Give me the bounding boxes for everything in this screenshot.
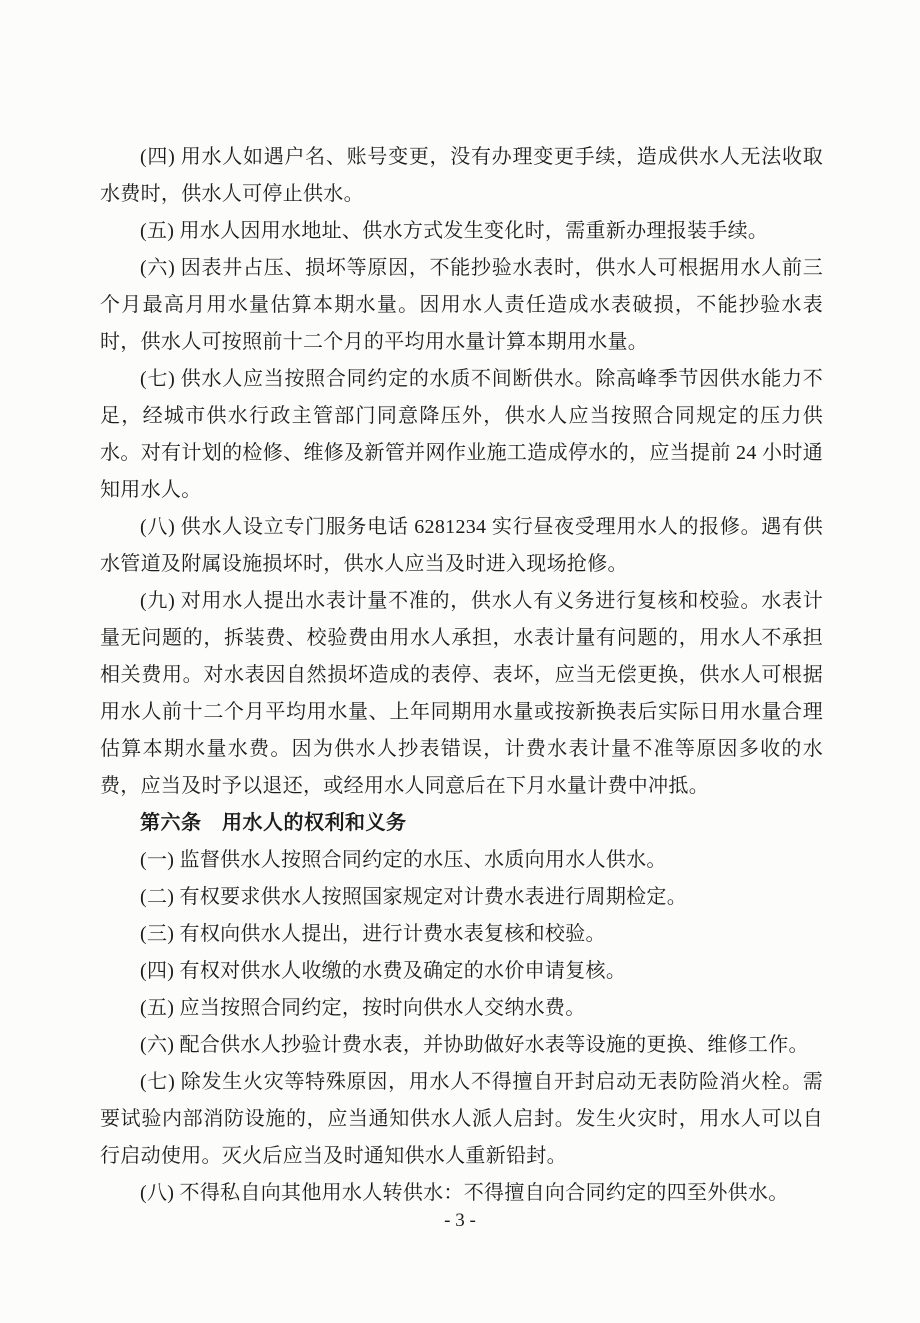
clause-paragraph-6: (六) 因表井占压、损坏等原因，不能抄验水表时，供水人可根据用水人前三个月最高月用水量估算本期水量。因用水人责任造成水表破损，不能抄验水表时，供水人可按照前十二个月的平均用水量计算本期用水量。 <box>100 257 823 353</box>
clause-paragraph-8: (八) 供水人设立专门服务电话 6281234 实行昼夜受理用水人的报修。遇有供水管道及附属设施损坏时，供水人应当及时进入现场抢修。 <box>100 516 823 575</box>
clause-paragraph-4: (四) 用水人如遇户名、账号变更，没有办理变更手续，造成供水人无法收取水费时，供水人可停止供水。 <box>100 146 823 205</box>
article-six-item-2: (二) 有权要求供水人按照国家规定对计费水表进行周期检定。 <box>140 886 688 908</box>
article-six-item-1: (一) 监督供水人按照合同约定的水压、水质向用水人供水。 <box>140 849 667 871</box>
article-six-item-8: (八) 不得私自向其他用水人转供水：不得擅自向合同约定的四至外供水。 <box>140 1182 789 1204</box>
article-six-item-6: (六) 配合供水人抄验计费水表，并协助做好水表等设施的更换、维修工作。 <box>140 1034 809 1056</box>
article-six-item-7: (七) 除发生火灾等特殊原因，用水人不得擅自开封启动无表防险消火栓。需要试验内部消防设施的，应当通知供水人派人启封。发生火灾时，用水人可以自行启动使用。灭火后应当及时通知供水人重新铅封。 <box>100 1071 823 1167</box>
page-footer <box>0 1206 920 1236</box>
article-six-item-4: (四) 有权对供水人收缴的水费及确定的水价申请复核。 <box>140 960 627 982</box>
document-body <box>100 139 823 1212</box>
article-six-item-3: (三) 有权向供水人提出，进行计费水表复核和校验。 <box>140 923 606 945</box>
clause-paragraph-7: (七) 供水人应当按照合同约定的水质不间断供水。除高峰季节因供水能力不足，经城市供水行政主管部门同意降压外，供水人应当按照合同规定的压力供水。对有计划的检修、维修及新管并网作业施工造成停水的，应当提前 24 小时通知用水人。 <box>100 368 823 501</box>
page-number: - 3 - <box>444 1210 476 1231</box>
clause-paragraph-9: (九) 对用水人提出水表计量不准的，供水人有义务进行复核和校验。水表计量无问题的，拆装费、校验费由用水人承担，水表计量有问题的，用水人不承担相关费用。对水表因自然损坏造成的表停、表坏，应当无偿更换，供水人可根据用水人前十二个月平均用水量、上年同期用水量或按新换表后实际日用水量合理估算本期水量水费。因为供水人抄表错误，计费水表计量不准等原因多收的水费，应当及时予以退还，或经用水人同意后在下月水量计费中冲抵。 <box>100 590 823 797</box>
article-six-item-5: (五) 应当按照合同约定，按时向供水人交纳水费。 <box>140 997 586 1019</box>
clause-paragraph-5: (五) 用水人因用水地址、供水方式发生变化时，需重新办理报装手续。 <box>140 220 769 242</box>
article-six-heading: 第六条 用水人的权利和义务 <box>140 812 407 834</box>
